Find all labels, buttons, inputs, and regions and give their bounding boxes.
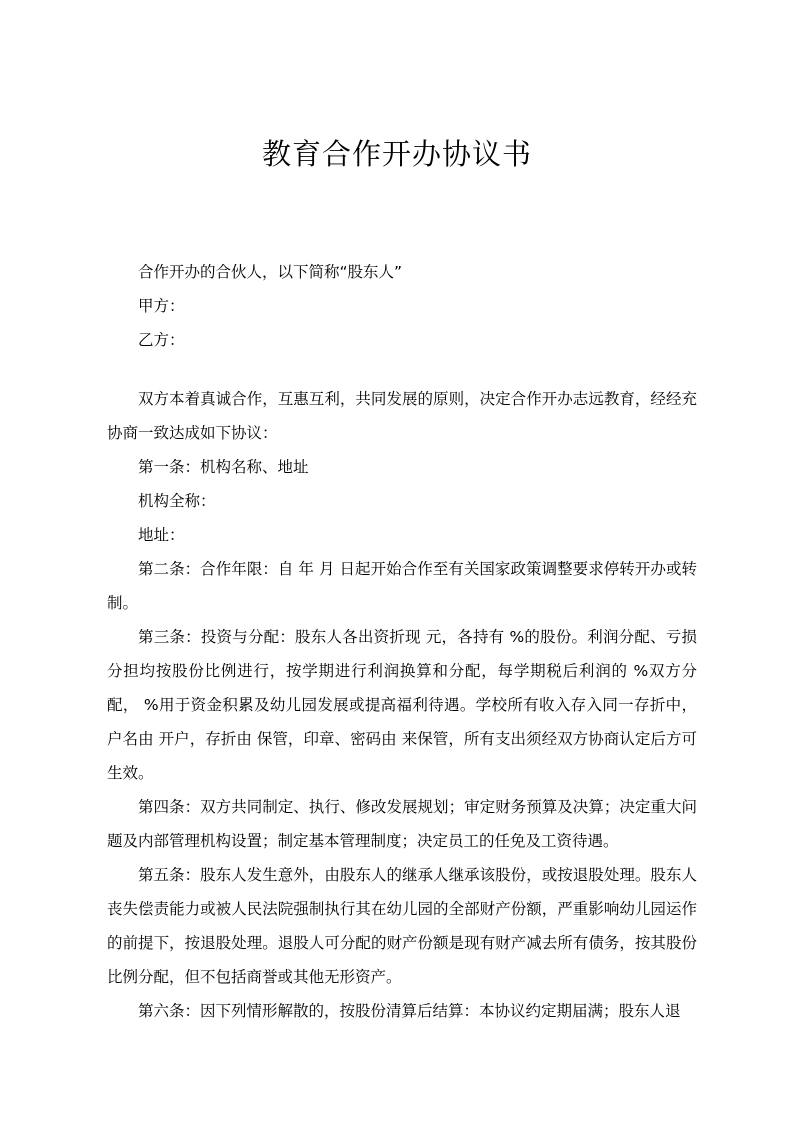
paragraph-article-5: 第五条：股东人发生意外，由股东人的继承人继承该股份，或按退股处理。股东人丧失偿责能力或被人民法院强制执行其在幼儿园的全部财产份额，严重影响幼儿园运作的前提下，按退股处理。退股人可分配的财产份额是现有财产减去所有债务，按其股份比例分配，但不包括商誉或其他无形资产。 <box>107 866 697 986</box>
paragraph-institution-name: 机构全称： <box>138 492 216 510</box>
paragraph-party-b: 乙方： <box>138 331 185 349</box>
paragraph-article-3: 第三条：投资与分配：股东人各出资折现 元，各持有 %的股份。利润分配、亏损分担均按股份比例进行，按学期进行利润换算和分配，每学期税后利润的 %双方分配， %用于资金积累及幼儿园发展或提高福利待遇。学校所有收入存入同一存折中，户名由 开户，存折由 保管，印章、密码由 来保管，所有支出须经双方协商认定后方可生效。 <box>107 628 697 782</box>
paragraph-article-2: 第二条：合作年限：自 年 月 日起开始合作至有关国家政策调整要求停转开办或转制。 <box>107 560 697 612</box>
paragraph-article-6: 第六条：因下列情形解散的，按股份清算后结算：本协议约定期届满；股东人退 <box>138 1002 681 1020</box>
paragraph-partners-intro: 合作开办的合伙人，以下简称“股东人” <box>138 263 403 281</box>
paragraph-article-4: 第四条：双方共同制定、执行、修改发展规划；审定财务预算及决算；决定重大问题及内部管理机构设置；制定基本管理制度；决定员工的任免及工资待遇。 <box>107 798 697 850</box>
paragraph-preamble: 双方本着真诚合作，互惠互利，共同发展的原则，决定合作开办志远教育，经经充协商一致达成如下协议： <box>107 390 697 442</box>
document-body <box>107 255 697 1028</box>
paragraph-spacer <box>107 357 697 382</box>
paragraph-address: 地址： <box>138 526 185 544</box>
paragraph-party-a: 甲方： <box>138 297 185 315</box>
paragraph-article-1: 第一条：机构名称、地址 <box>138 458 309 476</box>
document-title: 教育合作开办协议书 <box>261 137 532 171</box>
